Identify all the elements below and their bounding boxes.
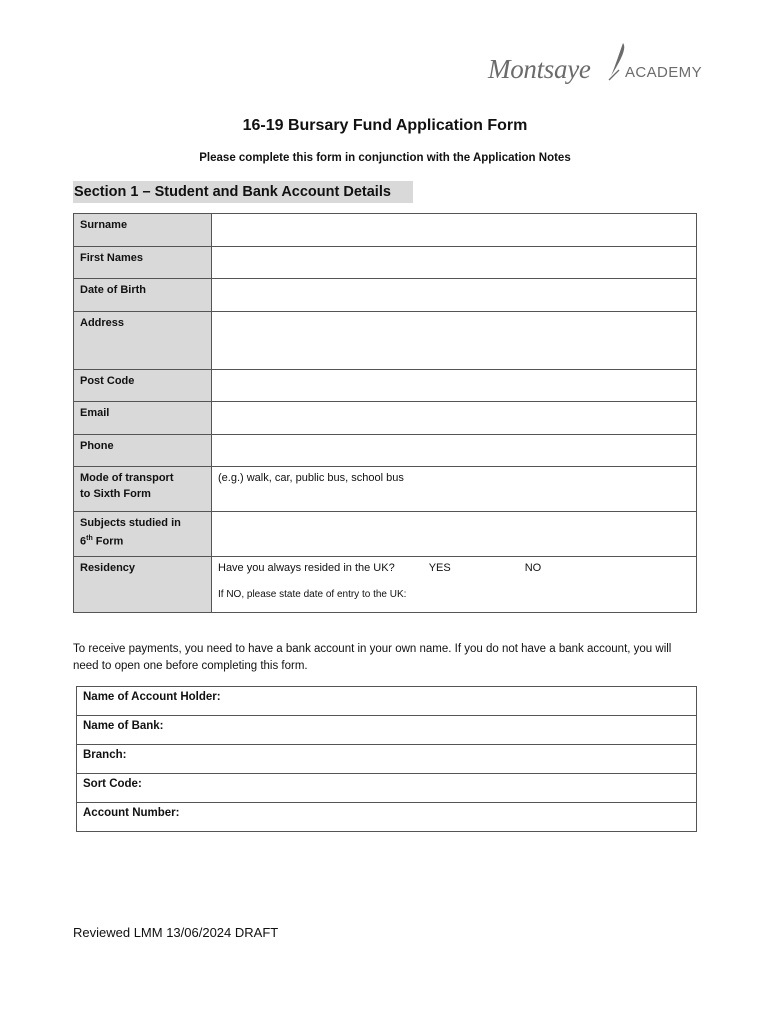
row-transport — [74, 467, 697, 512]
first-names-field[interactable] — [212, 247, 697, 279]
sort-code-field[interactable]: Sort Code: — [77, 774, 697, 803]
transport-hint: (e.g.) walk, car, public bus, school bus — [218, 472, 404, 484]
address-label: Address — [74, 312, 212, 370]
review-footer: Reviewed LMM 13/06/2024 DRAFT — [73, 925, 279, 940]
surname-field[interactable] — [212, 214, 697, 247]
form-title: 16-19 Bursary Fund Application Form — [242, 117, 528, 134]
bank-account-intro: To receive payments, you need to have a bank account in your own name. If you do not have a bank account, you will need to open one before completing this form. — [73, 643, 672, 672]
row-surname — [74, 214, 697, 247]
postcode-field[interactable] — [212, 370, 697, 402]
row-email — [74, 402, 697, 435]
account-holder-field[interactable]: Name of Account Holder: — [77, 687, 697, 716]
transport-field[interactable] — [212, 467, 697, 512]
residency-question: Have you always resided in the UK? — [218, 562, 395, 574]
first-names-label: First Names — [74, 247, 212, 279]
row-first-names — [74, 247, 697, 279]
logo-academy-text: ACADEMY — [625, 64, 702, 81]
form-subtitle: Please complete this form in conjunction with the Application Notes — [199, 152, 571, 164]
postcode-label: Post Code — [74, 370, 212, 402]
bank-name-field[interactable]: Name of Bank: — [77, 716, 697, 745]
account-number-field[interactable]: Account Number: — [77, 803, 697, 832]
subjects-field[interactable] — [212, 512, 697, 557]
subjects-label-rest: Form — [92, 535, 124, 548]
row-dob — [74, 279, 697, 312]
transport-label-line2: to Sixth Form — [80, 488, 151, 500]
email-label: Email — [74, 402, 212, 435]
student-details-table — [73, 213, 697, 613]
academy-logo — [488, 42, 728, 90]
email-field[interactable] — [212, 402, 697, 435]
section-1-heading: Section 1 – Student and Bank Account Details — [73, 181, 413, 203]
subjects-label-sup: th — [86, 535, 93, 542]
phone-label: Phone — [74, 435, 212, 467]
residency-label: Residency — [74, 557, 212, 613]
residency-no-option[interactable]: NO — [524, 562, 542, 574]
surname-label: Surname — [74, 214, 212, 247]
transport-label — [74, 467, 212, 512]
residency-field — [212, 557, 697, 613]
row-subjects — [74, 512, 697, 557]
branch-field[interactable]: Branch: — [77, 745, 697, 774]
logo-wordmark: Montsaye — [488, 54, 591, 84]
row-phone — [74, 435, 697, 467]
row-residency — [74, 557, 697, 613]
row-address — [74, 312, 697, 370]
bank-details-table — [76, 686, 697, 832]
row-postcode — [74, 370, 697, 402]
phone-field[interactable] — [212, 435, 697, 467]
address-field[interactable] — [212, 312, 697, 370]
dob-label: Date of Birth — [74, 279, 212, 312]
residency-yes-option[interactable]: YES — [428, 562, 451, 574]
dob-field[interactable] — [212, 279, 697, 312]
residency-entry-date-prompt[interactable]: If NO, please state date of entry to the UK: — [218, 589, 407, 600]
subjects-label-num: 6 — [80, 535, 87, 548]
subjects-label — [74, 512, 212, 557]
transport-label-line1: Mode of transport — [80, 472, 174, 484]
subjects-label-line1: Subjects studied in — [80, 517, 181, 529]
